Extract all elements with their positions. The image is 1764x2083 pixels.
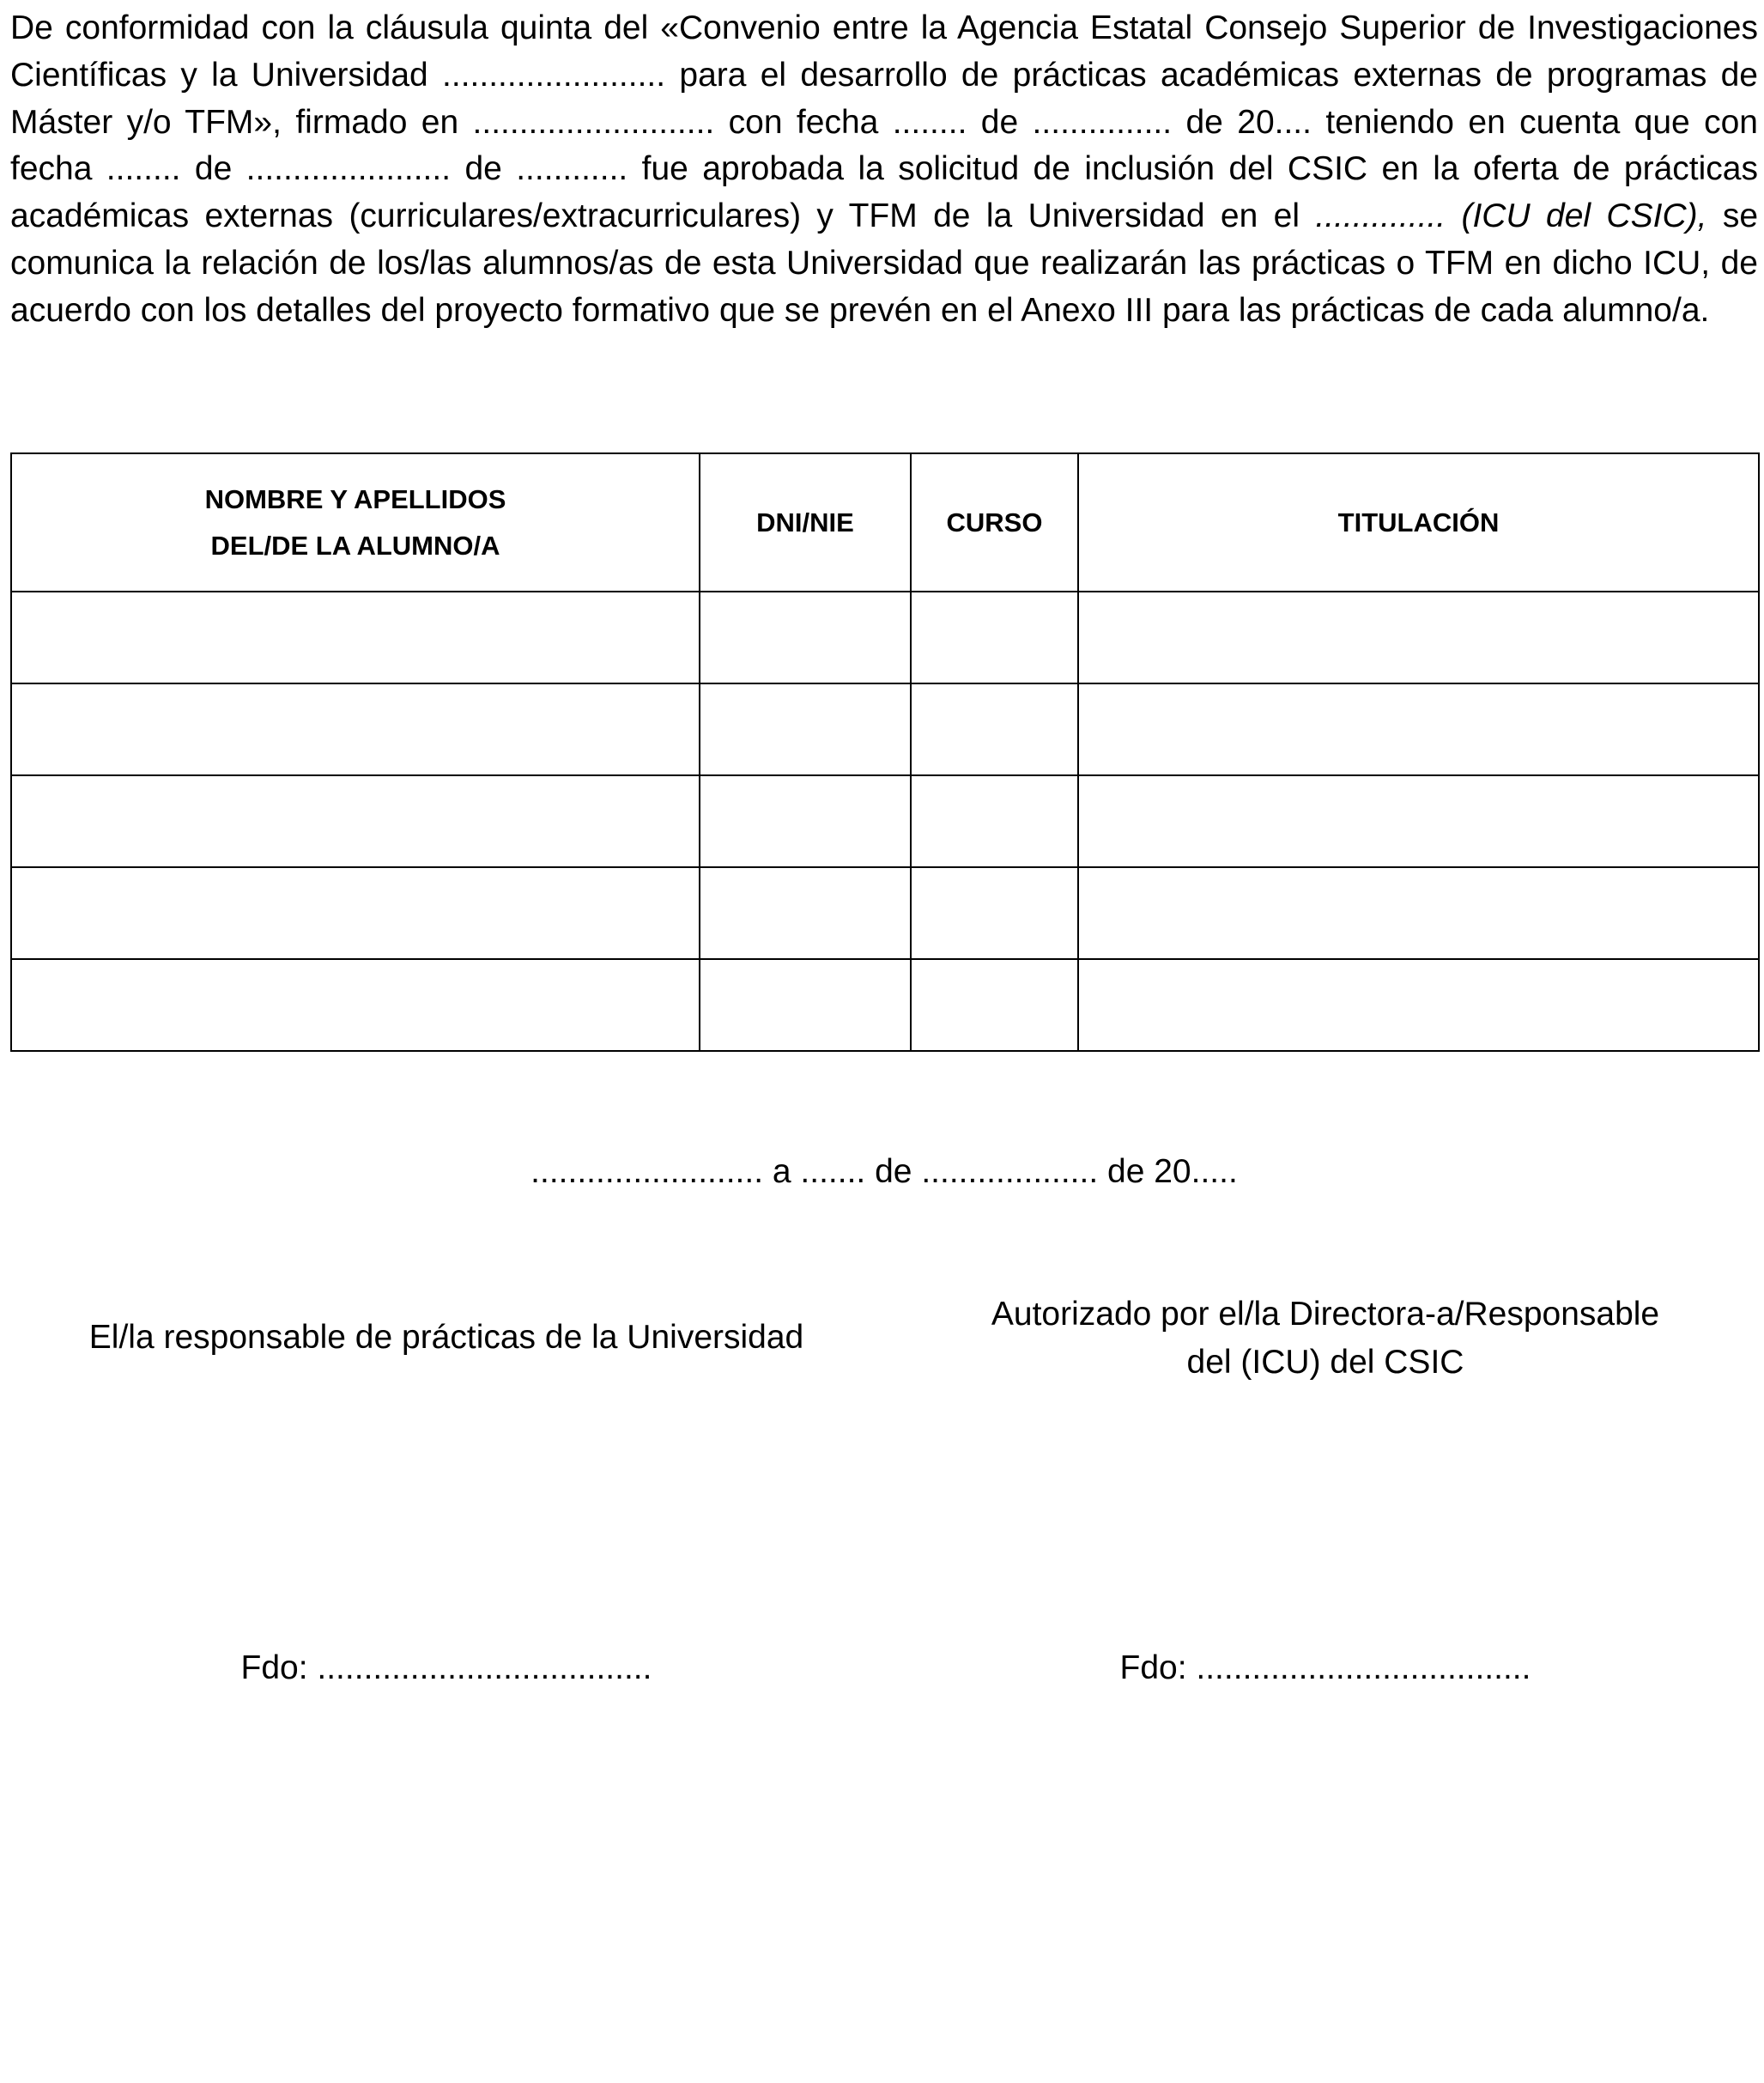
header-titulacion: TITULACIÓN: [1078, 453, 1759, 592]
header-nombre-line1: NOMBRE Y APELLIDOS: [204, 483, 506, 514]
cell-nombre[interactable]: [11, 592, 700, 683]
cell-dni[interactable]: [700, 683, 911, 775]
header-nombre: [11, 453, 700, 592]
intro-text-part1: De conformidad con la cláusula quinta del «Convenio entre la Agencia Estatal Consejo Superior de Investigaciones Científicas y la Universidad ........................ para el desarrollo de prácticas académicas externas de programas de Máster y/o TFM», firmado en .......................... con fecha ........ de ............... de 20.... teniendo en cuenta que con fecha ........ de ...................... de ............ fue aprobada la solicitud de inclusión del CSIC en la oferta de prácticas académicas externas (curriculares/extracurriculares) y TFM de la Universidad en el: [10, 9, 1758, 235]
table-header-row: [11, 453, 1759, 592]
cell-dni[interactable]: [700, 592, 911, 683]
cell-dni[interactable]: [700, 867, 911, 959]
students-table: [10, 452, 1760, 1052]
cell-nombre[interactable]: [11, 775, 700, 867]
header-curso: CURSO: [911, 453, 1078, 592]
cell-nombre[interactable]: [11, 867, 700, 959]
document-page: [10, 0, 1758, 2083]
university-signer-title: El/la responsable de prácticas de la Universidad: [88, 1319, 804, 1356]
header-nombre-line2: DEL/DE LA ALUMNO/A: [210, 530, 500, 561]
cell-curso[interactable]: [911, 683, 1078, 775]
csic-signer-title-line2: del (ICU) del CSIC: [1186, 1344, 1464, 1381]
cell-dni[interactable]: [700, 959, 911, 1051]
cell-dni[interactable]: [700, 775, 911, 867]
table-row: [11, 592, 1759, 683]
intro-paragraph: [10, 5, 1758, 335]
university-signature-line: Fdo: ....................................: [240, 1649, 652, 1686]
table-row: [11, 959, 1759, 1051]
intro-text-italic: .............. (ICU del CSIC),: [1315, 197, 1707, 235]
cell-titulacion[interactable]: [1078, 775, 1759, 867]
csic-signature-line: Fdo: ....................................: [1119, 1649, 1531, 1686]
cell-nombre[interactable]: [11, 683, 700, 775]
cell-titulacion[interactable]: [1078, 959, 1759, 1051]
cell-curso[interactable]: [911, 592, 1078, 683]
header-dni: DNI/NIE: [700, 453, 911, 592]
csic-signer-title: [913, 1290, 1737, 1387]
csic-signer-title-line1: Autorizado por el/la Directora-a/Responsable: [991, 1296, 1660, 1333]
cell-nombre[interactable]: [11, 959, 700, 1051]
cell-curso[interactable]: [911, 867, 1078, 959]
cell-curso[interactable]: [911, 775, 1078, 867]
cell-curso[interactable]: [911, 959, 1078, 1051]
cell-titulacion[interactable]: [1078, 867, 1759, 959]
place-date-line: ......................... a ....... de ................... de 20.....: [530, 1153, 1238, 1190]
cell-titulacion[interactable]: [1078, 592, 1759, 683]
cell-titulacion[interactable]: [1078, 683, 1759, 775]
table-row: [11, 683, 1759, 775]
table-row: [11, 867, 1759, 959]
intro-text-part3: se comunica la relación de los/las alumnos/as de esta Universidad que realizarán las prácticas o TFM en dicho ICU, de acuerdo con los detalles del proyecto formativo que se prevén en el Anexo III para las prácticas de cada alumno/a.: [10, 197, 1759, 329]
table-row: [11, 775, 1759, 867]
